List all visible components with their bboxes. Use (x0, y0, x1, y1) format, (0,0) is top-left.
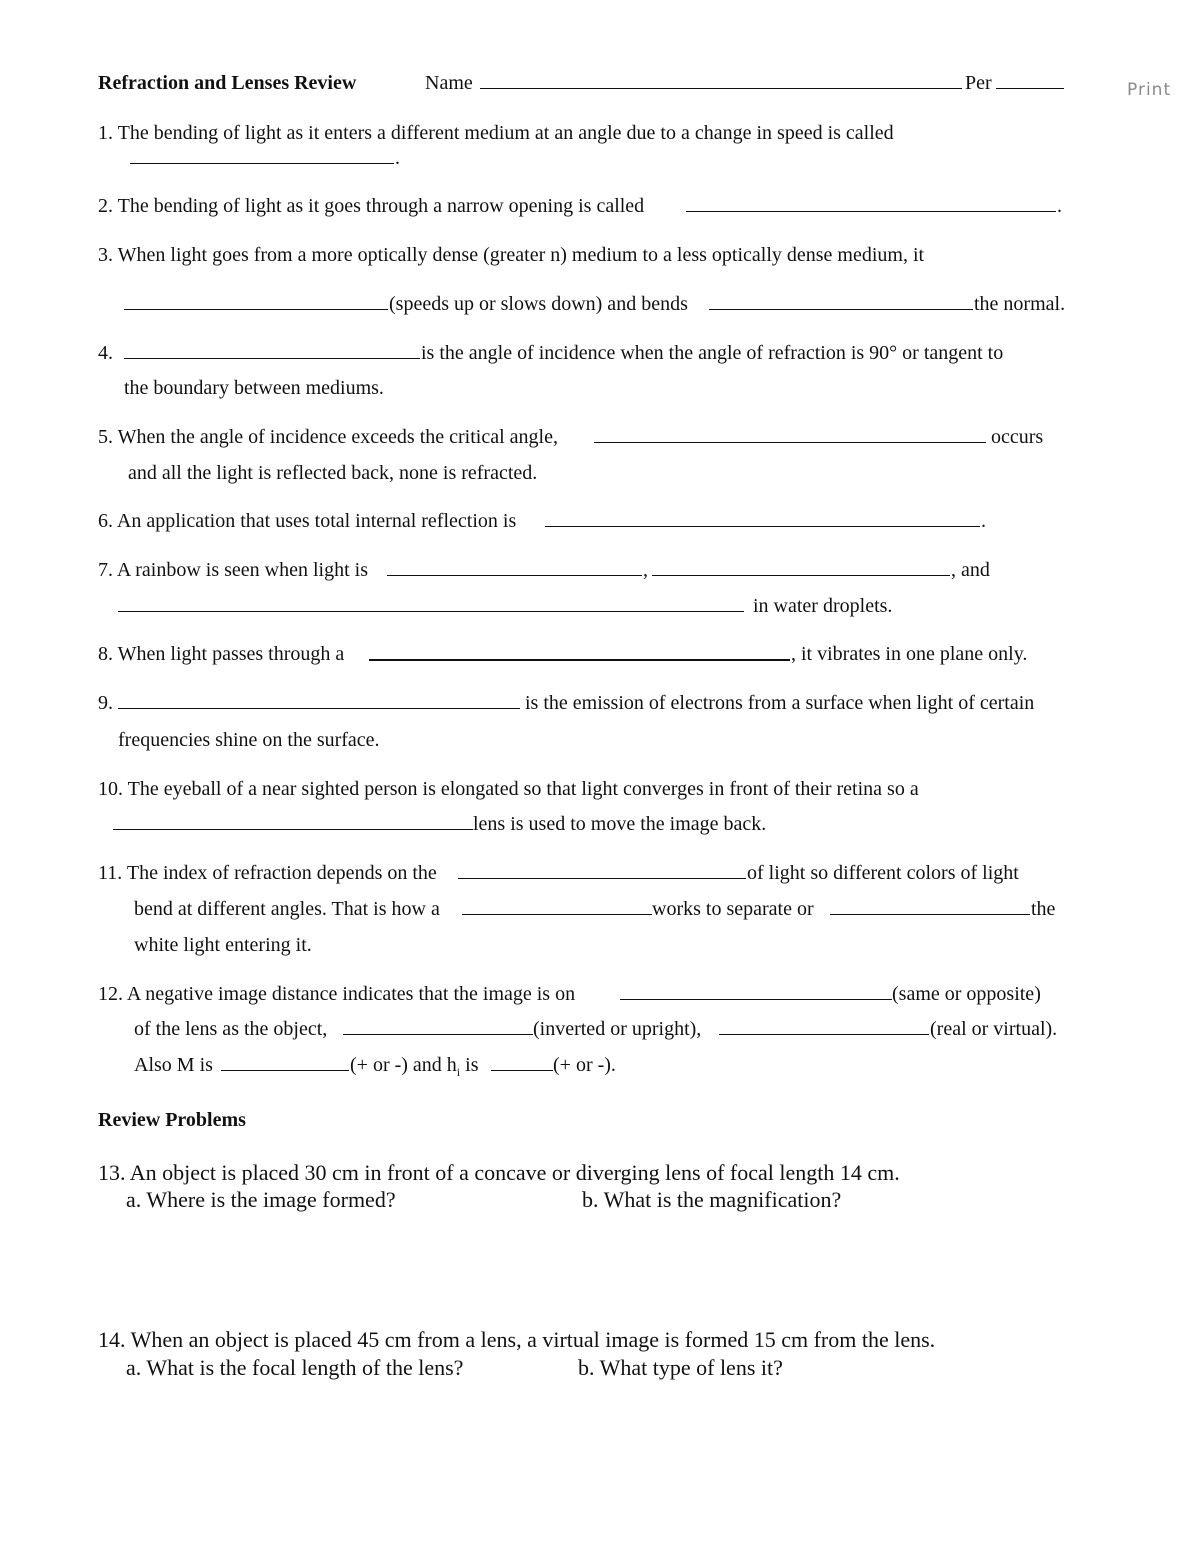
q9-text: is the emission of electrons from a surface when light of certain (525, 692, 1035, 714)
q6-blank[interactable] (545, 509, 980, 527)
q1-end: . (395, 147, 400, 169)
q12-blank-h[interactable] (491, 1053, 553, 1071)
q12-l3 (350, 1053, 478, 1084)
per-label: Per (965, 72, 992, 94)
q6-text: 6. An application that uses total internal reflection is (98, 510, 517, 532)
q11-blank-1[interactable] (458, 861, 746, 879)
q14-a: a. What is the focal length of the lens? (126, 1355, 464, 1380)
q10-text: 10. The eyeball of a near sighted person is elongated so that light converges in front of their retina so a (98, 778, 919, 800)
q11-end1: of light so different colors of light (747, 862, 1019, 884)
q6-end: . (981, 510, 986, 532)
q4-num: 4. (98, 342, 113, 364)
q12-blank-3[interactable] (719, 1017, 929, 1035)
q11-blank-2[interactable] (462, 897, 652, 915)
q1-text: 1. The bending of light as it enters a different medium at an angle due to a change in speed is called (98, 122, 894, 144)
q9-line2: frequencies shine on the surface. (118, 729, 380, 751)
q5-blank[interactable] (594, 425, 986, 443)
q7-text: 7. A rainbow is seen when light is (98, 559, 368, 581)
q7-line2: in water droplets. (753, 595, 893, 617)
q12-text: 12. A negative image distance indicates that the image is on (98, 983, 576, 1005)
q12-blank-1[interactable] (620, 982, 892, 1000)
q7-blank-3[interactable] (118, 594, 744, 612)
q3-end: the normal. (974, 293, 1066, 315)
q12-l2a: of the lens as the object, (134, 1018, 328, 1040)
q5-line2: and all the light is reflected back, none is refracted. (128, 462, 538, 484)
name-label: Name (425, 72, 473, 94)
q7-blank-2[interactable] (652, 558, 950, 576)
q2-blank[interactable] (686, 194, 1056, 212)
q4-line2: the boundary between mediums. (124, 377, 384, 399)
q10-line2: lens is used to move the image back. (473, 813, 767, 835)
q12-l2c: (real or virtual). (930, 1018, 1058, 1040)
q12-l3sub: i (456, 1065, 461, 1079)
q9-num: 9. (98, 692, 113, 714)
q11-l2b: works to separate or (652, 898, 814, 920)
q11-l2a: bend at different angles. That is how a (134, 898, 440, 920)
q4-blank[interactable] (124, 341, 420, 359)
q12-l3d: (+ or -). (553, 1054, 616, 1076)
q11-line3: white light entering it. (134, 934, 312, 956)
q3-mid: (speeds up or slows down) and bends (389, 293, 688, 315)
q12-l3b: (+ or -) and h (350, 1054, 457, 1076)
q10-blank[interactable] (113, 812, 473, 830)
q13-b: b. What is the magnification? (582, 1187, 842, 1212)
q12-l2b: (inverted or upright), (533, 1018, 702, 1040)
q5-end: occurs (991, 426, 1044, 448)
section-title: Review Problems (98, 1109, 246, 1131)
q11-l2c: the (1031, 898, 1056, 920)
per-blank[interactable] (996, 71, 1064, 89)
q3-blank-speed[interactable] (124, 292, 388, 310)
q12-l3c: is (460, 1054, 479, 1076)
q13-a: a. Where is the image formed? (126, 1187, 396, 1212)
q5-text: 5. When the angle of incidence exceeds the critical angle, (98, 426, 558, 448)
q13-text: 13. An object is placed 30 cm in front of a concave or diverging lens of focal length 14 cm. (98, 1160, 900, 1185)
q12-blank-m[interactable] (221, 1053, 349, 1071)
print-link[interactable]: Print (1127, 80, 1172, 100)
q12-blank-2[interactable] (343, 1017, 533, 1035)
q7-comma: , (643, 559, 648, 581)
q8-blank[interactable] (369, 642, 790, 661)
q14-text: 14. When an object is placed 45 cm from a lens, a virtual image is formed 15 cm from the lens. (98, 1327, 936, 1352)
q2-end: . (1057, 195, 1062, 217)
q9-blank[interactable] (118, 691, 520, 709)
q7-blank-1[interactable] (387, 558, 642, 576)
q12-end1: (same or opposite) (892, 983, 1041, 1005)
q3-text: 3. When light goes from a more optically dense (greater n) medium to a less optically dense medium, it (98, 244, 925, 266)
q8-end: , it vibrates in one plane only. (791, 643, 1028, 665)
q4-text: is the angle of incidence when the angle of refraction is 90° or tangent to (421, 342, 1004, 364)
q8-text: 8. When light passes through a (98, 643, 345, 665)
q2-text: 2. The bending of light as it goes through a narrow opening is called (98, 195, 645, 217)
q1-blank[interactable] (130, 146, 394, 164)
q7-and: , and (951, 559, 990, 581)
q11-blank-3[interactable] (830, 897, 1030, 915)
name-blank[interactable] (480, 71, 962, 89)
page-title: Refraction and Lenses Review (98, 72, 357, 94)
q3-blank-bend[interactable] (709, 292, 973, 310)
q11-text: 11. The index of refraction depends on the (98, 862, 437, 884)
q14-b: b. What type of lens it? (578, 1355, 783, 1380)
q12-l3a: Also M is (134, 1054, 213, 1076)
